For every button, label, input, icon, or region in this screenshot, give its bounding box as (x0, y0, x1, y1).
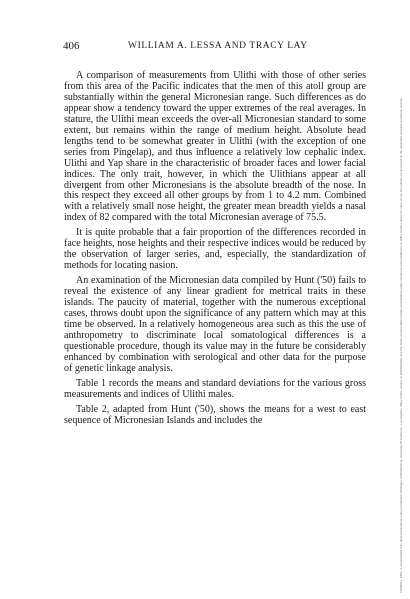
page-number: 406 (63, 40, 80, 52)
paragraph-examination: An examination of the Micronesian data compiled by Hunt ('50) fails to reveal the existence of any linear gradient for metrical traits in these islands. The paucity of material, together with the numerous exceptional cases, throws doubt upon the significance of any pattern which may at this time be observed. In a relatively homogeneous area such as this the use of anthropometry to discriminate local somatological differences is a questionable procedure, though its value may in the future be considerably enhanced by combination with serological and other data for the purpose of genetic linkage analysis. (64, 275, 366, 374)
body-text (64, 71, 366, 431)
paragraph-probable: It is quite probable that a fair proportion of the differences recorded in face heights, nose heights and their respective indices would be reduced by the observation of larger series, and, especially, the standardization of methods for locating nasion. (64, 227, 366, 272)
paragraph-table-1: Table 1 records the means and standard deviations for the various gross measurements and indices of Ulithi males. (64, 377, 366, 400)
paragraph-comparison: A comparison of measurements from Ulithi with those of other series from this area of the Pacific indicates that the men of this atoll group are substantially within the general Micronesian range. Such differences as do appear show a tendency toward the upper extremes of the real averages. In stature, the Ulithi mean exceeds the over-all Micronesian standard to some extent, but remains within the range of medium height. Absolute head lengths tend to be somewhat greater in Ulithi (with the exception of one series from Pingelap), and thus influence a relatively low cephalic index. Ulithi and Yap share in the characteristic of broader faces and lower facial indices. The only trait, however, in which the Ulithians appear at all divergent from other Micronesians is the absolute breadth of the nose. In this respect they exceed all other groups by from 1 to 4.2 mm. Combined with a relatively small nose height, the greater mean breadth yields a nasal index of 82 compared with the total Micronesian average of 75.5. (64, 70, 366, 224)
download-notice: 1096861x, 1953, 3, Downloaded from https://onlinelibrary.wiley.com/doi/10.1002/ajpa.1330110310 by University Of California - Los Angeles, Wiley Online Library on [06/03/2025]. See the Terms and Conditions (https://onlinelibrary.wiley.com/terms-and-conditions) on Wiley Online Library for rules of use; OA articles are governed by the applicable Creative Commons License (399, 97, 403, 593)
running-head: WILLIAM A. LESSA AND TRACY LAY (128, 41, 308, 51)
page-header (0, 40, 410, 54)
paragraph-table-2: Table 2, adapted from Hunt ('50), shows the means for a west to east sequence of Micronesian Islands and includes the (64, 403, 366, 426)
